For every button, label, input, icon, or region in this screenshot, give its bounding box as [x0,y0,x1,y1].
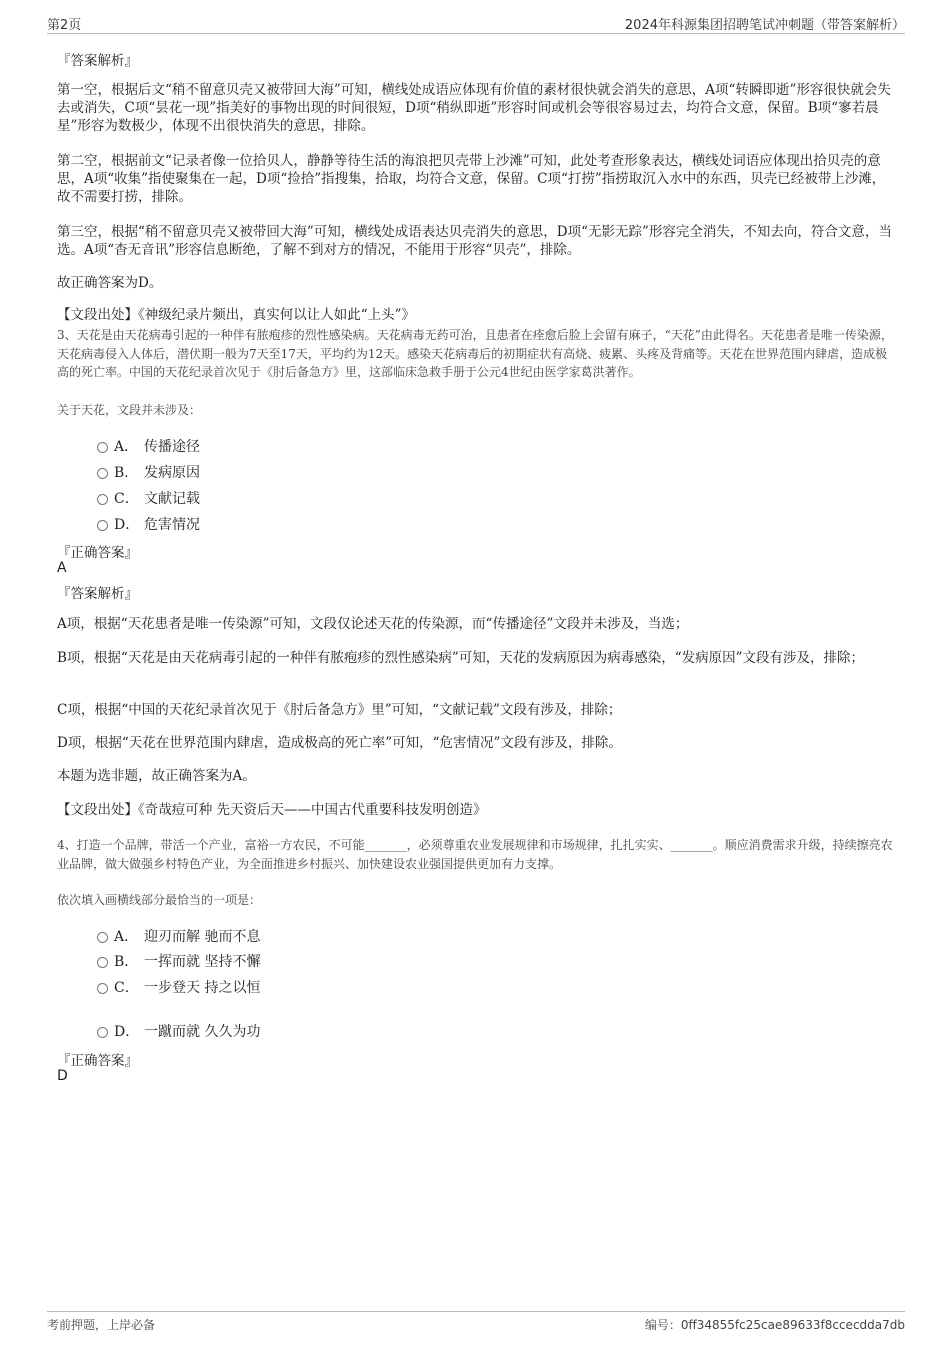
q4-answer-tag: 『正确答案』 [57,1053,138,1069]
q3-analysis-d: D项，根据“天花在世界范围内肆虐，造成极高的死亡率”可知，“危害情况”文段有涉及，排除。 [57,735,622,751]
q2-analysis-tag: 『答案解析』 [57,53,138,69]
q3-stem: 3、天花是由天花病毒引起的一种伴有脓疱疹的烈性感染病。天花病毒无药可治，且患者在痊愈后脸上会留有麻子，“天花”由此得名。天花患者是唯一传染源，天花病毒侵入人体后，潜伏期一般为7天至17天，平均约为12天。感染天花病毒后的初期症状有高烧、疲累、头疼及背痛等。天花在世界范围内肆虐，造成极高的死亡率。中国的天花纪录首次见于《肘后备急方》里，这部临床急救手册于公元4世纪由医学家葛洪著作。 [57,328,893,379]
q4-option-c[interactable]: C． 一步登天 持之以恒 [97,977,260,997]
page-number: 第2页 [47,18,82,33]
q3-option-d[interactable]: D． 危害情况 [97,514,200,534]
q4-stem: 4、打造一个品牌，带活一个产业，富裕一方农民，不可能_______，必须尊重农业发展规律和市场规律，扎扎实实、_______。顺应消费需求升级，持续擦亮农业品牌，做大做强乡村特色产业，为全面推进乡村振兴、加快建设农业强国提供更加有力支撑。 [57,838,893,871]
page-footer [47,1311,905,1336]
document-code: 编号：0ff34855fc25cae89633f8ccecdda7db [644,1318,905,1332]
q4-option-a[interactable]: A． 迎刃而解 驰而不息 [97,926,260,946]
q3-prompt: 关于天花，文段并未涉及： [57,403,202,417]
radio-icon[interactable] [97,468,108,479]
q3-answer: A [57,560,67,576]
radio-icon[interactable] [97,520,108,531]
q3-conclusion: 本题为选非题，故正确答案为A。 [57,768,256,784]
q3-option-a[interactable]: A． 传播途径 [97,436,200,456]
q2-analysis-para-3: 第三空，根据“稍不留意贝壳又被带回大海”可知，横线处成语表达贝壳消失的意思，D项“无影无踪”形容完全消失，不知去向，符合文意，当选。A项“杳无音讯”形容信息断绝，了解不到对方的情况，不能用于形容“贝壳”，排除。 [57,224,892,258]
q2-source: 【文段出处】《神级纪录片频出，真实何以让人如此“上头”》 [57,307,416,323]
footer-slogan: 考前押题，上岸必备 [47,1318,156,1332]
q4-prompt: 依次填入画横线部分最恰当的一项是： [57,893,262,907]
q4-option-d[interactable]: D． 一蹴而就 久久为功 [97,1021,260,1041]
document-title: 2024年科源集团招聘笔试冲刺题（带答案解析） [624,18,905,33]
q4-option-b[interactable]: B． 一挥而就 坚持不懈 [97,951,260,971]
radio-icon[interactable] [97,494,108,505]
q2-analysis-para-2: 第二空，根据前文“记录者像一位拾贝人，静静等待生活的海浪把贝壳带上沙滩”可知，此处考查形象表达，横线处词语应体现出拾贝壳的意思，A项“收集”指使聚集在一起，D项“捡拾”指搜集，拾取，均符合文意，保留。C项“打捞”指捞取沉入水中的东西，贝壳已经被带上沙滩，故不需要打捞，排除。 [57,153,886,205]
page-header [47,14,905,34]
q3-analysis-b: B项，根据“天花是由天花病毒引起的一种伴有脓疱疹的烈性感染病”可知，天花的发病原因为病毒感染，“发病原因”文段有涉及，排除； [57,650,865,666]
q2-conclusion: 故正确答案为D。 [57,275,163,291]
radio-icon[interactable] [97,1027,108,1038]
q3-option-b[interactable]: B． 发病原因 [97,462,200,482]
radio-icon[interactable] [97,442,108,453]
radio-icon[interactable] [97,983,108,994]
radio-icon[interactable] [97,932,108,943]
q2-analysis-para-1: 第一空，根据后文“稍不留意贝壳又被带回大海”可知，横线处成语应体现有价值的素材很快就会消失的意思，A项“转瞬即逝”形容很快就会失去或消失，C项“昙花一现”指美好的事物出现的时间很短，D项“稍纵即逝”形容时间或机会等很容易过去，均符合文意，保留。B项“寥若晨星”形容为数极少，体现不出很快消失的意思，排除。 [57,82,891,134]
q4-answer: D [57,1068,68,1084]
q3-answer-tag: 『正确答案』 [57,545,138,561]
q3-option-c[interactable]: C． 文献记载 [97,488,200,508]
q3-analysis-tag: 『答案解析』 [57,586,138,602]
radio-icon[interactable] [97,957,108,968]
q3-source: 【文段出处】《奇哉痘可种 先天资后天——中国古代重要科技发明创造》 [57,802,487,818]
q3-analysis-a: A项，根据“天花患者是唯一传染源”可知，文段仅论述天花的传染源，而“传播途径”文段并未涉及，当选； [57,616,689,632]
q3-analysis-c: C项，根据“中国的天花纪录首次见于《肘后备急方》里”可知，“文献记载”文段有涉及，排除； [57,702,622,718]
